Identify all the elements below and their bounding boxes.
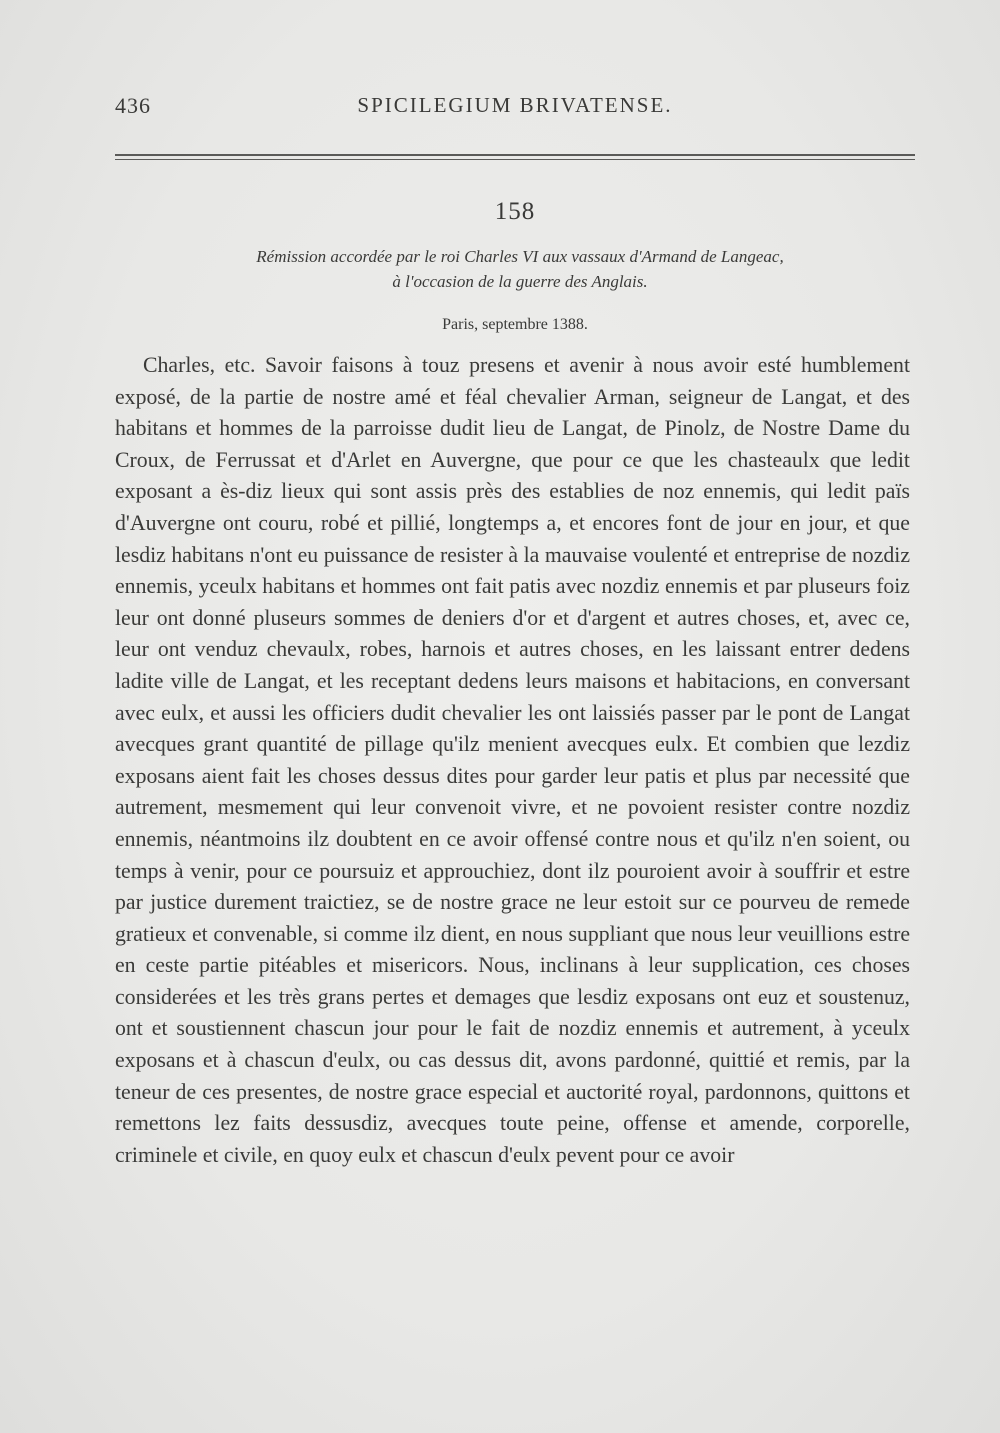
document-body (115, 350, 910, 1171)
document-number: 158 (494, 198, 536, 225)
page-number: 436 (115, 93, 151, 118)
running-title: SPICILEGIUM BRIVATENSE. (357, 93, 673, 117)
page-header (115, 93, 915, 133)
document-title (140, 244, 900, 294)
header-rule (115, 154, 915, 160)
document-title-line-1: Rémission accordée par le roi Charles VI aux vassaux d'Armand de Langeac, (256, 247, 784, 266)
document-date: Paris, septembre 1388. (442, 316, 588, 333)
body-paragraph: Charles, etc. Savoir faisons à touz presens et avenir à nous avoir esté humblement exposé, de la partie de nostre amé et féal chevalier Arman, seigneur de Langat, et des habitans et hommes de la parroisse dudit lieu de Langat, de Pinolz, de Nostre Dame du Croux, de Ferrussat et d'Arlet en Auvergne, que pour ce que les chasteaulx que ledit exposant a ès-diz lieux qui sont assis près des establies de noz ennemis, qui ledit païs d'Auvergne ont couru, robé et pillié, longtemps a, et encores font de jour en jour, et que lesdiz habitans n'ont eu puissance de resister à la mauvaise voulenté et entreprise de nozdiz ennemis, yceulx habitans et hommes ont fait patis avec nozdiz ennemis et par pluseurs foiz leur ont donné pluseurs sommes de deniers d'or et d'argent et autres choses, et, avec ce, leur ont venduz chevaulx, robes, harnois et autres choses, en les laissant entrer dedens ladite ville de Langat, et les receptant dedens leurs maisons et habitacions, en conversant avec eulx, et aussi les officiers dudit chevalier les ont laissiés passer par le pont de Langat avecques grant quantité de pillage qu'ilz menient avecques eulx. Et combien que lezdiz exposans aient fait les choses dessus dites pour garder leur patis et plus par necessité que autrement, mesmement qui leur convenoit vivre, et ne povoient resister contre nozdiz ennemis, néantmoins ilz doubtent en ce avoir offensé contre nous et qu'ilz n'en soient, ou temps à venir, pour ce poursuiz et approuchiez, dont ilz pouroient avoir à souffrir et estre par justice durement traictiez, se de nostre grace ne leur estoit sur ce pourveu de remede gratieux et convenable, si comme ilz dient, en nous suppliant que nous leur veuillions estre en ceste partie pitéables et misericors. Nous, inclinans à leur supplication, ces choses considerées et les très grans pertes et demages que lesdiz exposans ont euz et soustenuz, ont et soustiennent chascun jour pour le fait de nozdiz ennemis et autrement, à yceulx exposans et à chascun d'eulx, ou cas dessus dit, avons pardonné, quittié et remis, par la teneur de ces presentes, de nostre grace especial et auctorité royal, pardonnons, quittons et remettons lez faits dessusdiz, avecques toute peine, offense et amende, corporelle, criminele et civile, en quoy eulx et chascun d'eulx pevent pour ce avoir (115, 353, 910, 1167)
document-title-line-2: à l'occasion de la guerre des Anglais. (392, 272, 648, 291)
